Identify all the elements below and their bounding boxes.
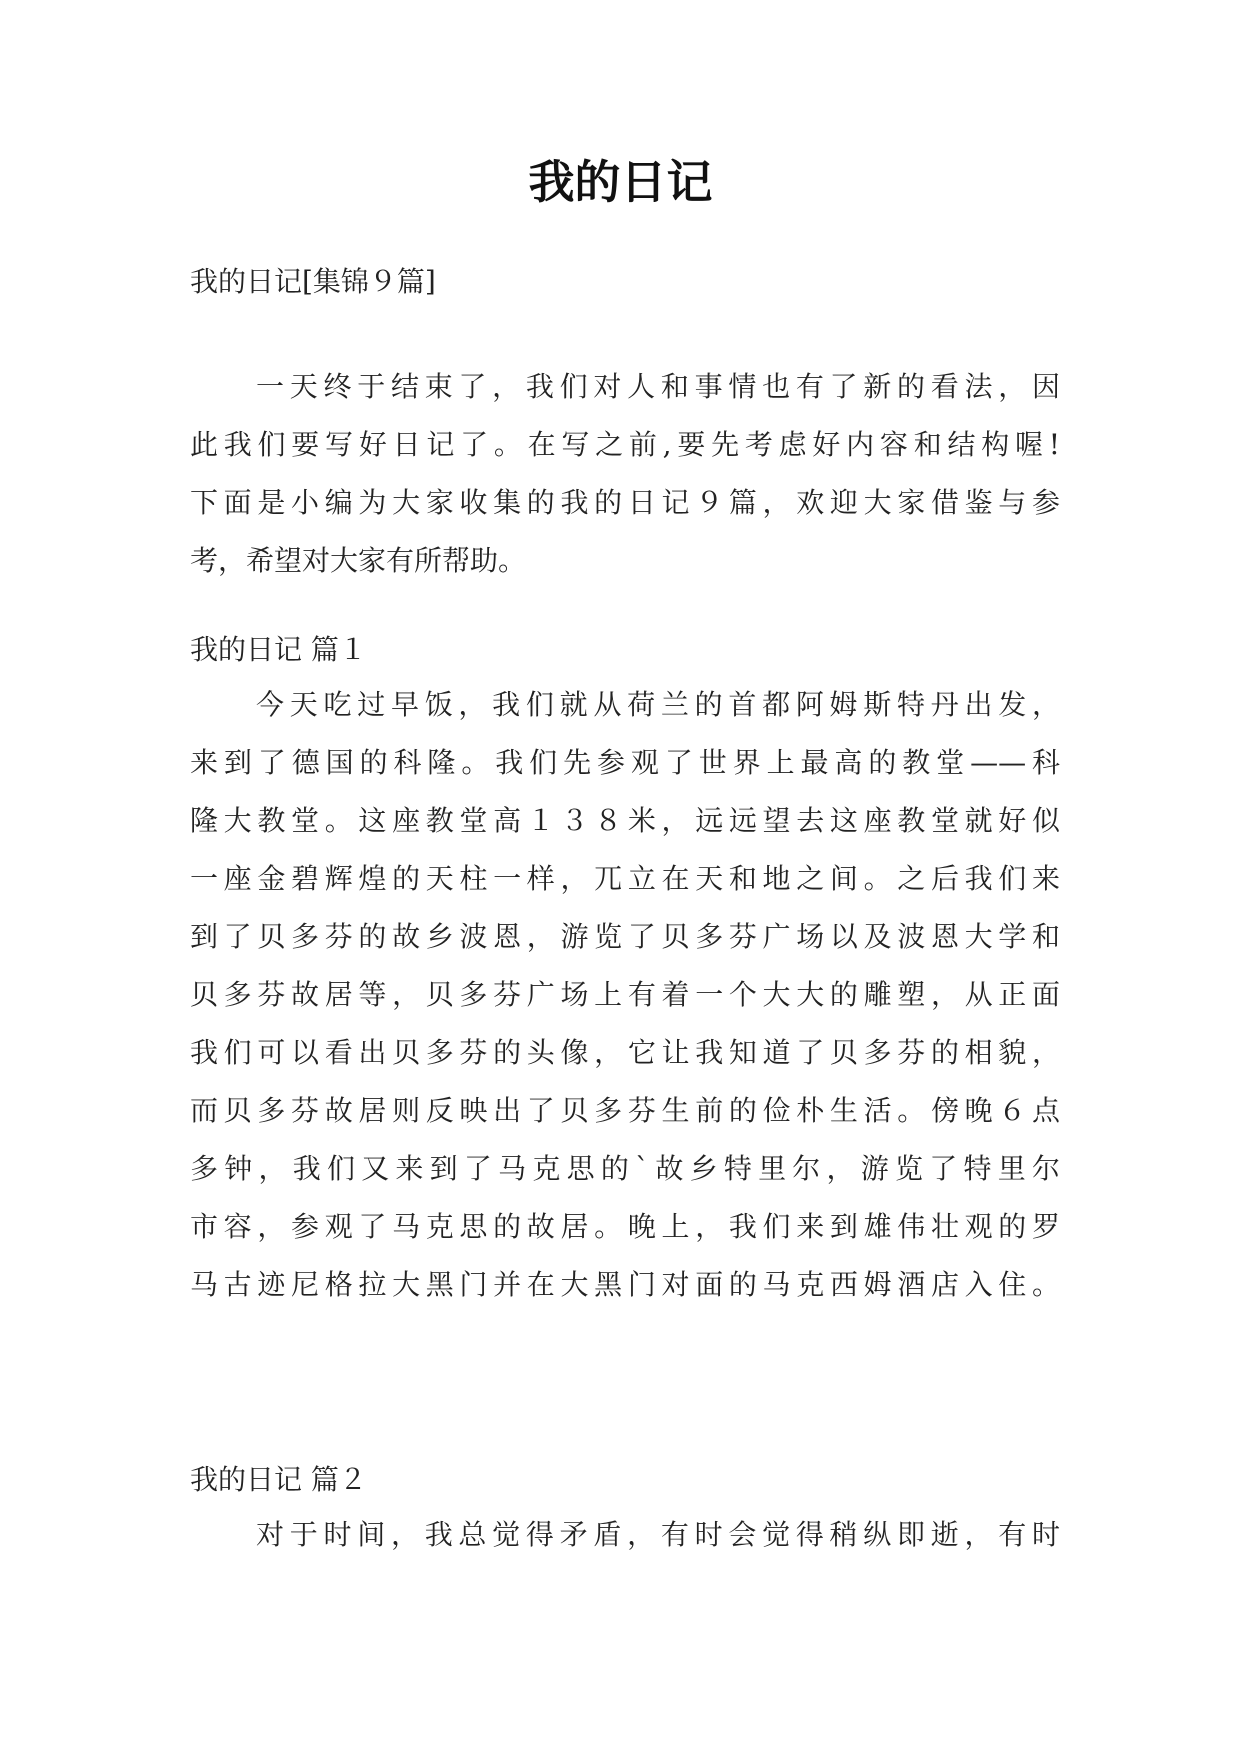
section-2-line: 对于时间，我总觉得矛盾，有时会觉得稍纵即逝，有时	[256, 1518, 1060, 1551]
document-subtitle: 我的日记[集锦９篇]	[190, 265, 436, 298]
section-1-paragraph	[190, 676, 1060, 1314]
section-1-line: 隆大教堂。这座教堂高１３８米，远远望去这座教堂就好似	[190, 804, 1060, 837]
section-1-line: 来到了德国的科隆。我们先参观了世界上最高的教堂——科	[190, 746, 1060, 779]
section-1-line: 而贝多芬故居则反映出了贝多芬生前的俭朴生活。傍晚６点	[190, 1094, 1060, 1127]
section-1-line: 到了贝多芬的故乡波恩，游览了贝多芬广场以及波恩大学和	[190, 920, 1060, 953]
section-1-line: 贝多芬故居等，贝多芬广场上有着一个大大的雕塑，从正面	[190, 978, 1060, 1011]
intro-line: 一天终于结束了，我们对人和事情也有了新的看法，因	[256, 370, 1060, 403]
section-heading-1: 我的日记 篇１	[190, 633, 367, 666]
section-heading-2: 我的日记 篇２	[190, 1463, 367, 1496]
section-2-paragraph	[190, 1506, 1060, 1564]
section-1-line: 多钟，我们又来到了马克思的`故乡特里尔，游览了特里尔	[190, 1152, 1060, 1185]
intro-paragraph	[190, 358, 1060, 590]
section-1-line: 一座金碧辉煌的天柱一样，兀立在天和地之间。之后我们来	[190, 862, 1060, 895]
intro-line: 考，希望对大家有所帮助。	[190, 544, 527, 577]
document-title: 我的日记	[528, 155, 713, 209]
intro-line: 下面是小编为大家收集的我的日记９篇，欢迎大家借鉴与参	[190, 486, 1060, 519]
section-1-line: 今天吃过早饭，我们就从荷兰的首都阿姆斯特丹出发，	[256, 688, 1060, 721]
section-1-line: 我们可以看出贝多芬的头像，它让我知道了贝多芬的相貌，	[190, 1036, 1060, 1069]
section-1-line: 马古迹尼格拉大黑门并在大黑门对面的马克西姆酒店入住。	[190, 1268, 1060, 1301]
section-1-line: 市容，参观了马克思的故居。晚上，我们来到雄伟壮观的罗	[190, 1210, 1060, 1243]
intro-line: 此我们要写好日记了。在写之前,要先考虑好内容和结构喔!	[190, 428, 1060, 461]
